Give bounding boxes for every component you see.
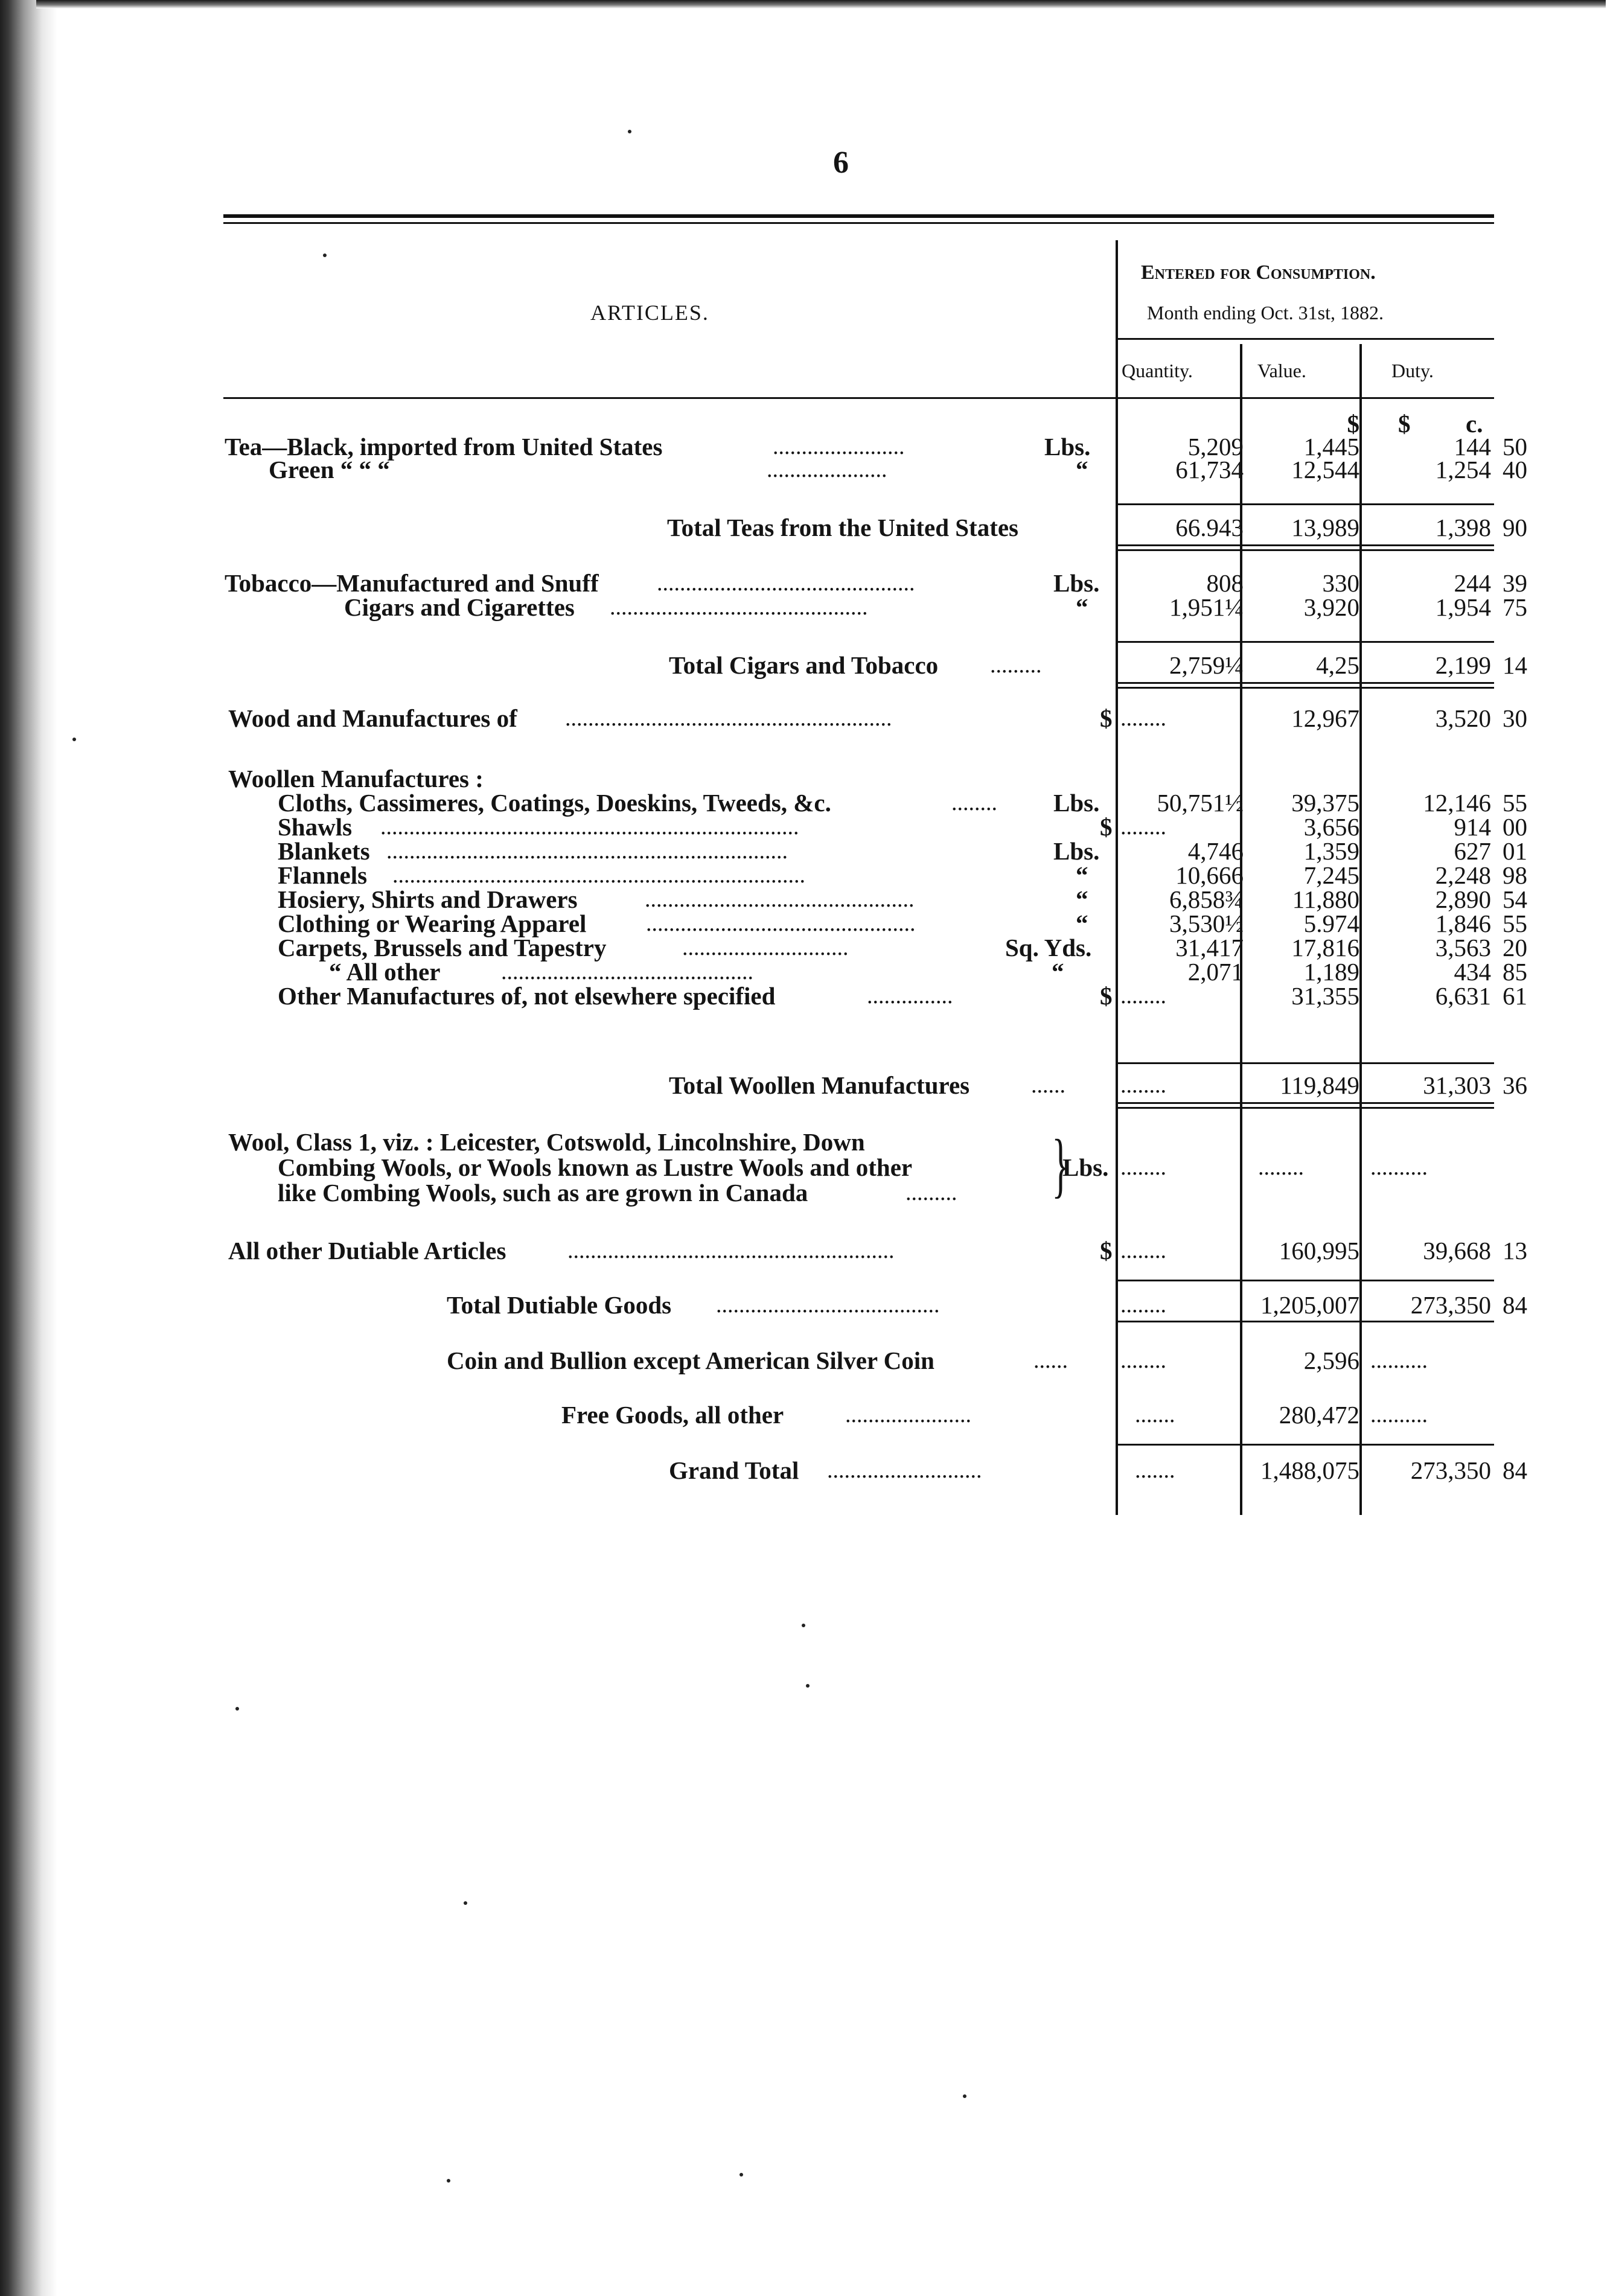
free-goods-label: Free Goods, all other [561, 1401, 784, 1429]
scan-speck [628, 130, 631, 133]
leader-dots: ............................................. [657, 570, 915, 596]
tobacco-total-value: 4,25 [1316, 651, 1359, 679]
quantity-dots: ....... [1135, 1458, 1175, 1483]
woollen-row-cents: 55 [1503, 910, 1527, 937]
leader-dots: ........................... [827, 1458, 982, 1483]
woollen-row-quantity: 31,417 [1175, 934, 1244, 961]
tobacco-cigars-value: 3,920 [1303, 593, 1359, 621]
duty-dots: .......... [1370, 1348, 1428, 1373]
other-dutiable-unit: $ [1100, 1237, 1113, 1264]
woollen-total-cents: 36 [1503, 1071, 1527, 1099]
grand-total-cents: 84 [1503, 1456, 1527, 1484]
duty-dots: .......... [1370, 1155, 1428, 1180]
tea-green-value: 12,544 [1291, 456, 1359, 483]
tobacco-total-quantity: 2,759¼ [1169, 651, 1244, 679]
tobacco-total-rule-bottom [1116, 682, 1494, 684]
leader-dots: ...................... [845, 1402, 971, 1427]
grand-total-rule-top [1116, 1444, 1494, 1446]
tea-total-quantity: 66.943 [1175, 514, 1244, 541]
leader-dots: ....................................... [716, 1292, 940, 1318]
woollen-row-quantity: 3,530½ [1169, 910, 1244, 937]
coin-bullion-label: Coin and Bullion except American Silver Coin [447, 1347, 934, 1374]
header-duty: Duty. [1391, 360, 1434, 381]
header-quantity: Quantity. [1122, 360, 1193, 381]
free-goods-value: 280,472 [1279, 1401, 1359, 1429]
tobacco-cigars-duty: 1,954 [1435, 593, 1491, 621]
woollen-row-value: 31,355 [1291, 982, 1359, 1010]
tobacco-manufactured-label: Tobacco—Manufactured and Snuff [225, 569, 599, 597]
header-rule [1116, 338, 1494, 340]
tea-green-duty: 1,254 [1435, 456, 1491, 483]
tea-green-label: Green “ “ “ [269, 456, 390, 483]
woollen-row-quantity: 4,746 [1187, 837, 1244, 865]
tobacco-manufactured-quantity: 808 [1206, 569, 1244, 597]
woollen-row-value: 3,656 [1303, 813, 1359, 841]
dutiable-total-rule-bottom [1116, 1321, 1494, 1322]
quantity-dots: ....... [1135, 1402, 1175, 1427]
woollen-row-value: 1,359 [1303, 837, 1359, 865]
woollen-total-rule-bottom2 [1116, 1107, 1494, 1109]
scan-speck [447, 2179, 450, 2183]
column-rule-articles-quantity [1116, 240, 1118, 1515]
tobacco-total-cents: 14 [1503, 651, 1527, 679]
woollen-row-cents: 61 [1503, 982, 1527, 1010]
tea-black-quantity: 5,209 [1187, 433, 1244, 461]
leader-dots: ............................................... [645, 887, 915, 912]
tea-green-unit: “ [1076, 456, 1088, 483]
tea-total-cents: 90 [1503, 514, 1527, 541]
wool-line-3: like Combing Wools, such as are grown in Canada [278, 1179, 808, 1207]
tobacco-cigars-quantity: 1,951¼ [1169, 593, 1244, 621]
leader-dots: ...... [1033, 1348, 1068, 1373]
woollen-row-quantity: 50,751½ [1157, 789, 1244, 817]
value-dots: ........ [1258, 1155, 1304, 1180]
column-rule-value-duty [1359, 344, 1362, 1515]
woollen-row-duty: 914 [1454, 813, 1491, 841]
page-number: 6 [833, 145, 849, 180]
scan-speck [802, 1624, 805, 1627]
header-entered-for-consumption: Entered for Consumption. [1141, 261, 1376, 284]
woollen-row-unit: $ [1100, 813, 1113, 841]
other-dutiable-label: All other Dutiable Articles [228, 1237, 506, 1264]
woollen-row-duty: 12,146 [1423, 789, 1491, 817]
wool-brace: } [1052, 1124, 1070, 1205]
woollen-row-value: 11,880 [1292, 885, 1359, 913]
woollen-row-duty: 2,248 [1435, 861, 1491, 889]
woollen-row-label: Carpets, Brussels and Tapestry [278, 934, 607, 961]
tea-total-rule-top [1116, 503, 1494, 505]
total-dutiable-duty: 273,350 [1410, 1291, 1491, 1319]
scan-binding-edge [0, 0, 57, 2296]
quantity-dots: ........ [1120, 706, 1166, 731]
woollen-row-value: 39,375 [1291, 789, 1359, 817]
scan-speck [323, 254, 327, 257]
header-value: Value. [1257, 360, 1306, 381]
tea-black-unit: Lbs. [1044, 433, 1091, 461]
other-dutiable-duty: 39,668 [1423, 1237, 1491, 1264]
tea-total-rule-bottom2 [1116, 549, 1494, 551]
wood-cents: 30 [1503, 704, 1527, 732]
woollen-row-label: Clothing or Wearing Apparel [278, 910, 587, 937]
scan-speck [464, 1901, 467, 1905]
woollen-row-cents: 20 [1503, 934, 1527, 961]
woollen-row-unit: “ [1076, 885, 1088, 913]
leader-dots: ...................................................................... [386, 838, 788, 864]
tobacco-manufactured-duty: 244 [1454, 569, 1491, 597]
woollen-total-duty: 31,303 [1423, 1071, 1491, 1099]
leader-dots: ...... [1031, 1073, 1065, 1098]
tea-black-cents: 50 [1503, 433, 1527, 461]
leader-dots: ........ [951, 790, 997, 815]
leader-dots: ............................................ [501, 959, 753, 984]
leader-dots: ............................. [682, 935, 849, 960]
grand-total-duty: 273,350 [1410, 1456, 1491, 1484]
woollen-row-label: Flannels [278, 861, 368, 889]
header-month-ending: Month ending Oct. 31st, 1882. [1147, 302, 1384, 324]
leader-dots: ........................................................................ [392, 863, 805, 888]
quantity-dots: ........ [1120, 1155, 1166, 1180]
header-articles: ARTICLES. [590, 301, 709, 325]
quantity-dots: ........ [1120, 1238, 1166, 1263]
woollen-row-unit: “ [1076, 861, 1088, 889]
scan-speck [739, 2173, 743, 2176]
leader-dots: ..................... [767, 457, 887, 482]
woollen-row-unit: “ [1052, 958, 1064, 986]
duty-unit-cents: c. [1466, 410, 1483, 438]
woollen-total-rule-top [1116, 1062, 1494, 1064]
woollen-row-label: Other Manufactures of, not elsewhere specified [278, 982, 776, 1010]
leader-dots: ............................................... [646, 911, 916, 936]
leader-dots: ............... [867, 983, 953, 1009]
wool-line-2: Combing Wools, or Wools known as Lustre Wools and other [278, 1153, 913, 1181]
top-rule-thick [223, 214, 1494, 218]
wood-duty: 3,520 [1435, 704, 1491, 732]
woollen-row-duty: 434 [1454, 958, 1491, 986]
quantity-dots: ........ [1120, 1292, 1166, 1318]
woollen-row-quantity: 10,666 [1175, 861, 1244, 889]
woollen-row-cents: 01 [1503, 837, 1527, 865]
other-dutiable-value: 160,995 [1279, 1237, 1359, 1264]
tobacco-total-rule-top [1116, 641, 1494, 643]
woollen-row-duty: 1,846 [1435, 910, 1491, 937]
woollen-row-label: “ All other [329, 958, 441, 986]
leader-dots: ............................................. [610, 595, 868, 620]
woollen-row-cents: 00 [1503, 813, 1527, 841]
wood-unit: $ [1100, 704, 1113, 732]
tea-black-duty: 144 [1454, 433, 1491, 461]
tobacco-cigars-unit: “ [1076, 593, 1088, 621]
woollen-row-label: Blankets [278, 837, 370, 865]
tobacco-cigars-cents: 75 [1503, 593, 1527, 621]
woollen-row-label: Cloths, Cassimeres, Coatings, Doeskins, Tweeds, &c. [278, 789, 831, 817]
wood-label: Wood and Manufactures of [228, 704, 517, 732]
woollen-row-unit: Lbs. [1053, 789, 1100, 817]
tea-total-label: Total Teas from the United States [667, 514, 1019, 541]
woollen-row-label: Hosiery, Shirts and Drawers [278, 885, 578, 913]
value-unit-dollar: $ [1347, 410, 1359, 438]
tea-black-value: 1,445 [1303, 433, 1359, 461]
woollen-row-quantity: 6,858¾ [1169, 885, 1244, 913]
scan-speck [806, 1684, 810, 1688]
leader-dots: ......................................................... [565, 706, 892, 731]
woollen-row-cents: 55 [1503, 789, 1527, 817]
woollen-row-cents: 54 [1503, 885, 1527, 913]
quantity-dots: ........ [1120, 814, 1166, 840]
total-dutiable-cents: 84 [1503, 1291, 1527, 1319]
leader-dots: ......................................................... [567, 1238, 895, 1263]
woollen-row-duty: 3,563 [1435, 934, 1491, 961]
tea-total-duty: 1,398 [1435, 514, 1491, 541]
scan-speck [963, 2094, 966, 2098]
tobacco-manufactured-value: 330 [1322, 569, 1359, 597]
woollen-row-duty: 627 [1454, 837, 1491, 865]
other-dutiable-cents: 13 [1503, 1237, 1527, 1264]
wood-value: 12,967 [1291, 704, 1359, 732]
leader-dots: ......... [906, 1180, 957, 1205]
tobacco-manufactured-cents: 39 [1503, 569, 1527, 597]
woollen-row-unit: Sq. Yds. [1005, 934, 1092, 961]
grand-total-value: 1,488,075 [1260, 1456, 1359, 1484]
scan-speck [235, 1707, 239, 1711]
woollen-heading: Woollen Manufactures : [228, 765, 484, 792]
grand-total-label: Grand Total [669, 1456, 799, 1484]
woollen-row-value: 7,245 [1303, 861, 1359, 889]
duty-dots: .......... [1370, 1402, 1428, 1427]
tobacco-total-duty: 2,199 [1435, 651, 1491, 679]
woollen-row-value: 1,189 [1303, 958, 1359, 986]
woollen-row-duty: 6,631 [1435, 982, 1491, 1010]
wool-unit: Lbs. [1062, 1153, 1109, 1181]
quantity-dots: ........ [1120, 1073, 1166, 1098]
total-dutiable-label: Total Dutiable Goods [447, 1291, 672, 1319]
woollen-total-label: Total Woollen Manufactures [669, 1071, 970, 1099]
leader-dots: ......... [990, 652, 1042, 678]
tobacco-manufactured-unit: Lbs. [1053, 569, 1100, 597]
total-dutiable-value: 1,205,007 [1260, 1291, 1359, 1319]
woollen-row-duty: 2,890 [1435, 885, 1491, 913]
top-rule-thin [223, 222, 1494, 224]
coin-bullion-value: 2,596 [1303, 1347, 1359, 1374]
tobacco-total-rule-bottom2 [1116, 687, 1494, 689]
quantity-dots: ........ [1120, 1348, 1166, 1373]
woollen-row-value: 17,816 [1291, 934, 1359, 961]
tobacco-cigars-label: Cigars and Cigarettes [344, 593, 575, 621]
scan-top-edge [36, 0, 1606, 8]
woollen-row-unit: $ [1100, 982, 1113, 1010]
leader-dots: ......................................................................... [380, 814, 799, 840]
woollen-row-quantity: 2,071 [1187, 958, 1244, 986]
tobacco-total-label: Total Cigars and Tobacco [669, 651, 939, 679]
quantity-dots: ........ [1120, 983, 1166, 1009]
woollen-total-value: 119,849 [1280, 1071, 1359, 1099]
header-bottom-rule [223, 397, 1494, 399]
woollen-row-unit: Lbs. [1053, 837, 1100, 865]
tea-total-rule-bottom [1116, 544, 1494, 546]
woollen-row-cents: 85 [1503, 958, 1527, 986]
tea-green-cents: 40 [1503, 456, 1527, 483]
duty-unit-dollar: $ [1398, 410, 1411, 438]
woollen-row-value: 5.974 [1303, 910, 1359, 937]
dutiable-total-rule-top [1116, 1280, 1494, 1281]
wool-line-1: Wool, Class 1, viz. : Leicester, Cotswold, Lincolnshire, Down [228, 1128, 865, 1156]
scan-speck [72, 738, 76, 741]
leader-dots: ....................... [773, 434, 905, 459]
woollen-row-label: Shawls [278, 813, 353, 841]
tea-black-label: Tea—Black, imported from United States [225, 433, 663, 461]
woollen-row-cents: 98 [1503, 861, 1527, 889]
woollen-row-unit: “ [1076, 910, 1088, 937]
tea-green-quantity: 61,734 [1175, 456, 1244, 483]
woollen-total-rule-bottom [1116, 1102, 1494, 1104]
tea-total-value: 13,989 [1291, 514, 1359, 541]
